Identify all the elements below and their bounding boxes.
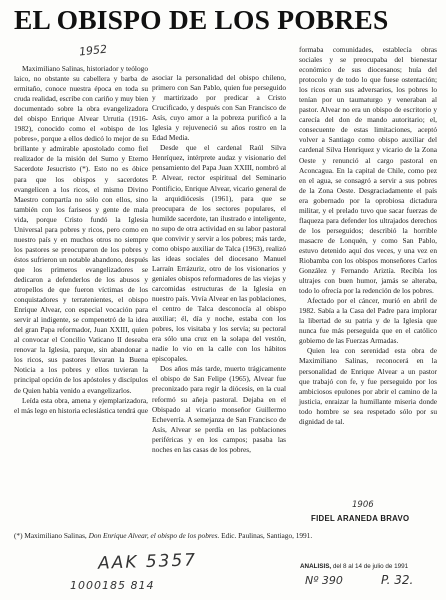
handwritten-catalog: AAK 5357 xyxy=(97,550,198,574)
article-column-3 xyxy=(299,45,437,427)
footnote-suffix: Edic. Paulinas, Santiago, 1991. xyxy=(221,531,313,540)
paragraph: formaba comunidades, establecía obras sociales y se preocupaba del bienestar económico de sus diocesanos; huía del protocolo y de todo lo que fuese ostentación; los ricos eran sus adversarios, los pobres lo tenían por un taumaturgo y veneraban al pastor. Alvear no era un obispo de escritorio y carecía del don de mando autoritario; el, consecuente de estas limitaciones, aceptó volver a Santiago como obispo auxiliar del cardenal Silva Henríquez y vicario de la Zona Oeste y renunció al cargo pastoral en Aconcagua. En la capital de Chile, como pez en el agua, se consagró a servir a sus pobres de la Zona Oeste. Desgraciadamente el país era gobernado por la oprobiosa dictadura militar, y el prelado tuvo que sacar fuerzas de flaqueza para defender los ultrajados derechos de los perseguidos; describió la horrible masacre de Lonquén, y como San Pablo, estuvo detenido aquí dos veces, y una vez en Riobamba con los obispos monseñores Carlos González y Fernando Ariztía. Recibía los ultrajes con buen humor, jamás se alteraba, todo lo ofrecía por la redención de los pobres. xyxy=(299,45,437,296)
paragraph: Leída esta obra, amena y ejemplarizadora, el más lego en historia eclesiástica tendrá que xyxy=(14,395,148,415)
handwritten-issue: Nº 390 xyxy=(305,574,343,587)
paragraph: asociar la personalidad del obispo chileno, primero con San Pablo, quien fue perseguido y martirizado por predicar a Cristo Crucificado, y después con San Francisco de Asís, cuyo amor a la pobreza purificó a la Iglesia y rejuveneció su años rostro en la Edad Media. xyxy=(152,73,286,143)
paragraph: Dos años más tarde, muerto trágicamente el obispo de San Felipe (1965), Alvear fue preconizado para regir la diócesis, en la cual reformó su añeja pastoral. Dejaba en el Obispado al vicario monseñor Guillermo Echeverría. A semejanza de San Francisco de Asís, Alvear se perdía en las poblaciones periféricas y en los campos; pasaba las noches en las casas de los pobres, xyxy=(152,364,286,454)
handwritten-number: 1000185 814 xyxy=(70,579,155,592)
paragraph: Desde que el cardenal Raúl Silva Henríquez, intérprete audaz y visionario del pensamiento del Papa Juan XXIII, nombró al P. Alvear, rector espiritual del Seminario Pontificio, Enrique Alvear, vicario general de la arquidiócesis (1961), para que se preocupara de los sectores populares, el humilde sacerdote, tan ilustrado e inteligente, no supo de otra actividad en su labor pastoral que convivir y servir a los pobres; más tarde, como obispo auxiliar de Talca (1963), realizó las ideas sociales del diocesano Manuel Larraín Errázuriz, otro de los visionarios y geniales obispos reformadores de las viejas y carcomidas estructuras de la Iglesia en nuestro país. Vivía Alvear en las poblaciones, el centro de Talca desconocía al obispo auxiliar; él, día y noche, estaba con los pobres, los visitaba y los servía; su pectoral era sólo una cruz en la solapa del vestón, nadie lo vio en la calle con los hábitos episcopales. xyxy=(152,143,286,364)
source-date: del 8 al 14 de julio de 1991 xyxy=(332,563,409,570)
article-title: EL OBISPO DE LOS POBRES xyxy=(14,4,389,35)
paragraph: Maximiliano Salinas, historiador y teólogo laico, no obstante su cabellera y barba de ermitaño, conoce nuestra época en toda su cruda realidad, escribe con cariño y muy bien documentado sobre la obra evangelizadora del obispo Enrique Alvear Urrutia (1916-1982), conocido como el «obispo de los pobres», porque a ellos dedicó lo mejor de su brillante y admirable apostolado como fiel realizador de la misión del Sumo y Eterno Sacerdote Jesucristo (*). Esto no es óbice para que los obispos y sacerdotes evangelicen a los ricos, el mismo Divino Maestro compartía no sólo con ellos, sino también con los fariseos y gente de mala vida, porque Cristo fundó la Iglesia Universal para pobres y ricos, pero como en nuestro país y en muchos otros no siempre los pastores se preocuparon de los pobres y éstos sufrieron un notable abandono, después que los primeros evangelizadores se dedicaron a defenderlos de los abusos y atropellos de que fueron víctimas de los conquistadores y terratenientes, el obispo Enrique Alvear, con especial vocación para servir al indigente, se compenetró de la idea del gran Papa reformador, Juan XXIII, quien al convocar el Concilio Vaticano II deseaba renovar la Iglesia, parque, sin abandonar a los ricos, sus pastores llevaran la Buena Noticia a los pobres y ellos tuvieran la principal opción de los apóstoles y discípulos de Quien había venido a evangelizarlos. xyxy=(14,64,148,395)
source-line xyxy=(300,563,408,570)
handwritten-page: P. 32. xyxy=(381,573,414,587)
handwritten-year: 1952 xyxy=(78,42,108,59)
article-column-2 xyxy=(152,73,286,455)
source-publication: ANALISIS, xyxy=(300,563,332,570)
paragraph: Quien lea con serenidad esta obra de Maximiliano Salinas, reconocerá en la personalidad de Enrique Alvear a un pastor que trabajó con fe, y fue perseguido por los ambiciosos epulones por abrir el camino de la justicia, enraizar la humillante miseria donde todo hombre se sea respetado sólo por su dignidad de tal. xyxy=(299,346,437,426)
footnote xyxy=(14,531,434,540)
paragraph: Afectado por el cáncer, murió en abril de 1982. Sabía a la Casa del Padre para implorar la libertad de su patria y de la Iglesia que nunca fue más perseguida que en el católico gobierno de las Fuerzas Armadas. xyxy=(299,296,437,346)
footnote-prefix: (*) Maximiliano Salinas, xyxy=(14,531,87,540)
article-column-1 xyxy=(14,64,148,416)
footnote-book-title: Don Enrique Alvear, el obispo de los pobres. xyxy=(88,531,220,540)
handwritten-code: 1906 xyxy=(352,500,374,510)
author-signature: FIDEL ARANEDA BRAVO xyxy=(311,514,410,523)
